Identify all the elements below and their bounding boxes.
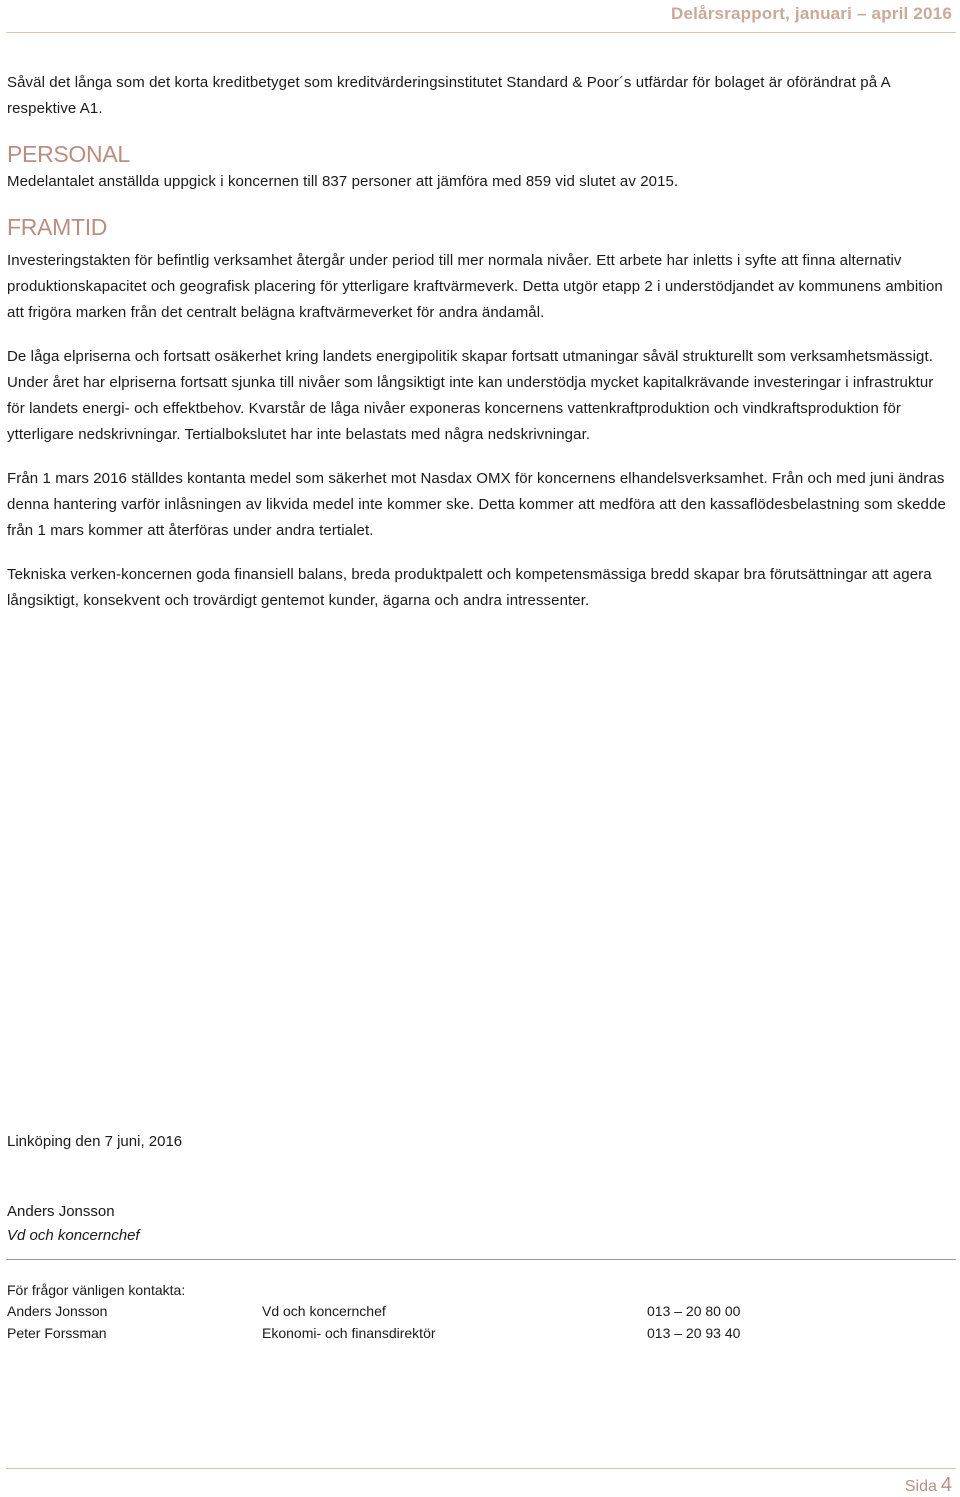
contact-block [7, 1280, 741, 1344]
contact-name: Anders Jonsson [7, 1303, 108, 1319]
page-number-value: 4 [940, 1474, 952, 1496]
personal-heading: PERSONAL [7, 141, 130, 167]
report-body [7, 70, 947, 614]
header-divider [6, 32, 956, 33]
signature-name: Anders Jonsson [7, 1203, 115, 1220]
credit-rating-paragraph: Såväl det långa som det korta kreditbetyget som kreditvärderingsinstitutet Standard & Poor´s utfärdar för bolaget är oförändrat på A respektive A1. [7, 74, 890, 117]
signature-block [7, 1130, 182, 1248]
contact-title: Vd och koncernchef [262, 1303, 386, 1319]
contact-title: Ekonomi- och finansdirektör [262, 1325, 436, 1341]
page-label: Sida [904, 1478, 937, 1495]
contact-row [7, 1322, 741, 1344]
contact-name: Peter Forssman [7, 1325, 107, 1341]
contact-heading: För frågor vänligen kontakta: [7, 1282, 186, 1298]
running-header-title: Delårsrapport, januari – april 2016 [670, 4, 952, 23]
contact-phone: 013 – 20 93 40 [647, 1325, 741, 1341]
footer-divider [6, 1468, 956, 1469]
contact-divider [6, 1259, 956, 1260]
contact-phone: 013 – 20 80 00 [647, 1303, 741, 1319]
contact-row [7, 1300, 741, 1322]
signature-title: Vd och koncernchef [7, 1227, 140, 1244]
framtid-paragraph-1: Investeringstakten för befintlig verksamhet återgår under period till mer normala nivåer. Ett arbete har inletts i syfte att finna alternativ produktionskapacitet och geografisk placering för ytterligare kraftvärmeverk. Detta utgör etapp 2 i understödjandet av kommunens ambition att frigöra marken från det centralt belägna kraftvärmeverket för andra ändamål. [7, 252, 943, 321]
framtid-heading: FRAMTID [7, 214, 108, 240]
personal-paragraph: Medelantalet anställda uppgick i koncernen till 837 personer att jämföra med 859 vid slutet av 2015. [7, 173, 679, 190]
framtid-paragraph-3: Från 1 mars 2016 ställdes kontanta medel som säkerhet mot Nasdax OMX för koncernens elhandelsverksamhet. Från och med juni ändras denna hantering varför inlåsningen av likvida medel inte kommer ske. Detta kommer att medföra att den kassaflödesbelastning som skedde från 1 mars kommer att återföras under andra tertialet. [7, 470, 946, 539]
framtid-paragraph-2: De låga elpriserna och fortsatt osäkerhet kring landets energipolitik skapar fortsatt utmaningar såväl strukturellt som verksamhetsmässigt. Under året har elpriserna fortsatt sjunka till nivåer som långsiktigt inte kan understödja mycket kapitalkrävande investeringar i infrastruktur för landets energi- och effektbehov. Kvarstår de låga nivåer exponeras koncernens vattenkraftproduktion och vindkraftsproduktion för ytterligare nedskrivningar. Tertialbokslutet har inte belastats med några nedskrivningar. [7, 348, 934, 443]
framtid-paragraph-4: Tekniska verken-koncernen goda finansiell balans, breda produktpalett och kompetensmässiga bredd skapar bra förutsättningar att agera långsiktigt, konsekvent och trovärdigt gentemot kunder, ägarna och andra intressenter. [7, 566, 932, 609]
signature-place-date: Linköping den 7 juni, 2016 [7, 1133, 183, 1150]
page-number [905, 1474, 952, 1497]
